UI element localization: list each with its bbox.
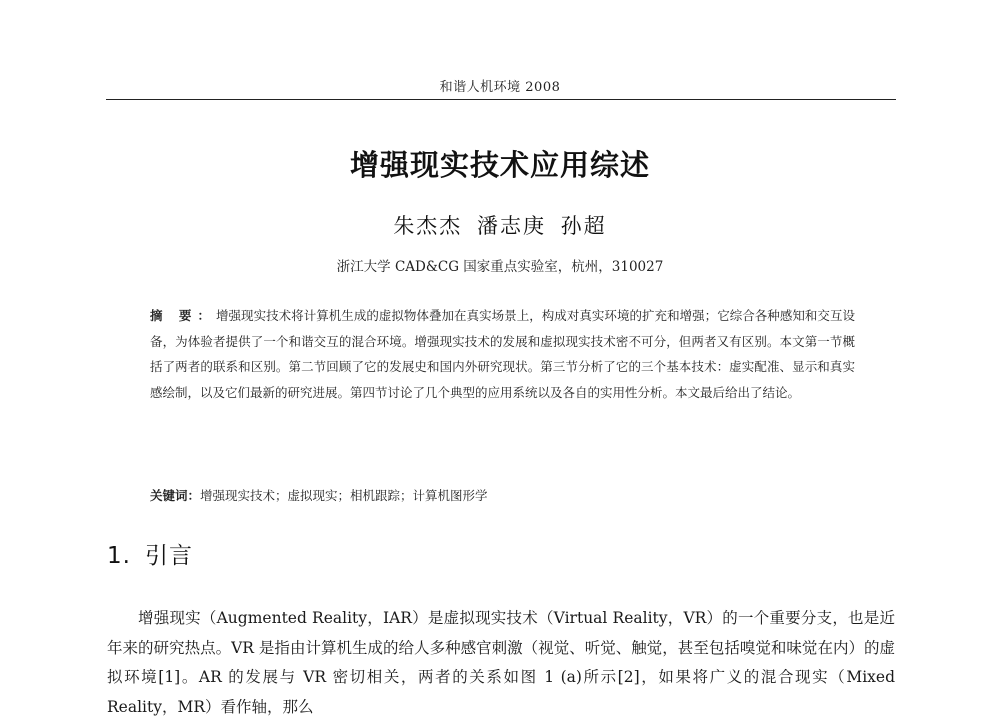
abstract-text: 增强现实技术将计算机生成的虚拟物体叠加在真实场景上，构成对真实环境的扩充和增强；它综合各种感知和交互设备，为体验者提供了一个和谐交互的混合环境。增强现实技术的发展和虚拟现实技术密不可分，但两者又有区别。本文第一节概括了两者的联系和区别。第二节回顾了它的发展史和国内外研究现状。第三节分析了它的三个基本技术：虚实配准、显示和真实感绘制，以及它们最新的研究进展。第四节讨论了几个典型的应用系统以及各自的实用性分析。本文最后给出了结论。 bbox=[150, 308, 855, 400]
paper-title: 增强现实技术应用综述 bbox=[349, 148, 650, 182]
keywords-label: 关键词： bbox=[150, 488, 201, 503]
paper-affiliation: 浙江大学 CAD&CG 国家重点实验室，杭州，310027 bbox=[336, 259, 664, 275]
keywords-text: 增强现实技术；虚拟现实；相机跟踪；计算机图形学 bbox=[200, 488, 488, 503]
section-body-paragraph: 增强现实（Augmented Reality，IAR）是虚拟现实技术（Virtual Reality，VR）的一个重要分支，也是近年来的研究热点。VR 是指由计算机生成的给人多种感官刺激（视觉、听觉、触觉，甚至包括嗅觉和味觉在内）的虚拟环境[1]。AR 的发展与 VR 密切相关，两者的关系如图 1 (a)所示[2]，如果将广义的混合现实（Mixed Reality，MR）看作轴，那么 bbox=[107, 609, 895, 716]
keywords bbox=[150, 483, 855, 508]
section-title: 引言 bbox=[144, 543, 193, 569]
section-number: 1. bbox=[107, 543, 131, 569]
abstract bbox=[150, 303, 855, 405]
abstract-label: 摘 要： bbox=[150, 308, 216, 323]
header-divider bbox=[106, 99, 896, 100]
paper-authors: 朱杰杰 潘志庚 孙超 bbox=[393, 214, 607, 238]
section-heading bbox=[107, 537, 193, 570]
running-header: 和谐人机环境 2008 bbox=[439, 80, 561, 95]
